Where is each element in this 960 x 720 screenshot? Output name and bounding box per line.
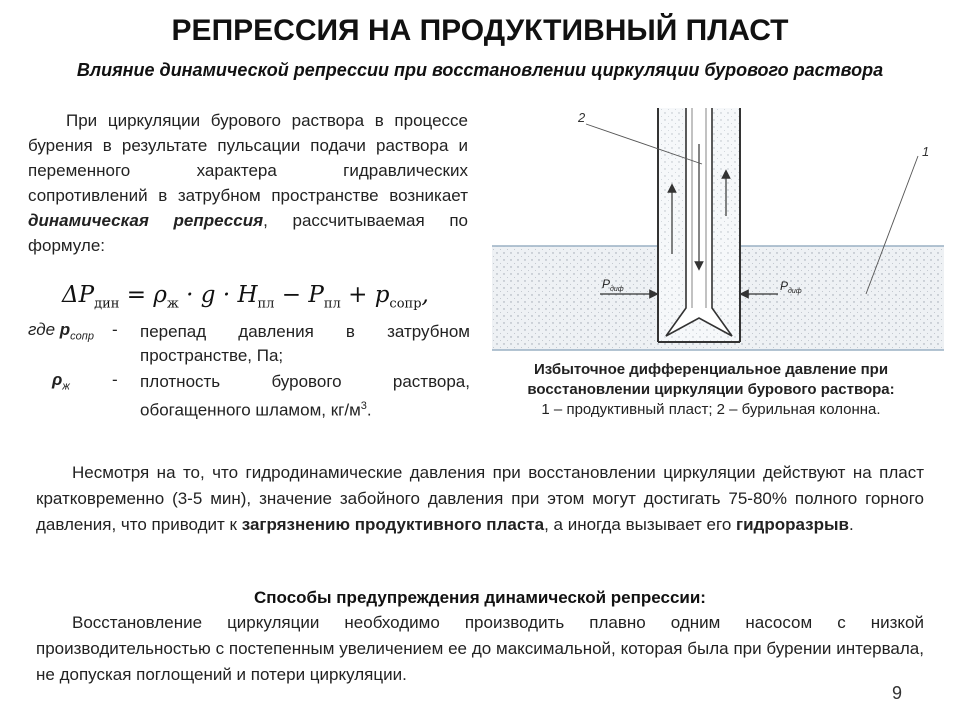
bold-term-contamination: загрязнению продуктивного пласта: [241, 515, 545, 534]
prevention-paragraph: Восстановление циркуляции необходимо производить плавно одним насосом с низкой производительностью с постепенным увеличением ее до максимальной, которая была при бурении интервала, не допуская поглощений и потери циркуляции.: [36, 613, 924, 684]
slide-subtitle: Влияние динамической репрессии при восстановлении циркуляции бурового раствора: [76, 60, 884, 80]
legend-definition: плотность бурового раствора, обогащенного шламом, $кг/м^3$.: [140, 372, 470, 420]
intro-bold-term: динамическая репрессия: [28, 211, 264, 230]
section-heading: Способы предупреждения динамической репрессии:: [254, 588, 706, 607]
intro-paragraph: [28, 108, 468, 258]
wellbore-svg: [488, 104, 948, 354]
slide-title: РЕПРЕССИЯ НА ПРОДУКТИВНЫЙ ПЛАСТ: [171, 14, 789, 47]
legend-row: где $p_{сопр}$ - перепад давления в затрубном пространстве, Па;: [28, 320, 468, 370]
bold-term-fracturing: гидроразрыв: [736, 515, 849, 534]
repression-formula: $\Delta P_{дин} = \rho_ж \cdot g \cdot H_{пл} - P_{пл} + p_{сопр}$,: [62, 282, 429, 312]
figure-caption: [496, 360, 926, 420]
intro-text-end: , рассчитываемая по формуле:: [28, 211, 468, 255]
pressure-label-right: $P_{диф}$: [780, 279, 802, 295]
caption-legend: 1 – продуктивный пласт; 2 – бурильная колонна.: [541, 401, 881, 418]
pressure-label-left: $P_{диф}$: [602, 277, 624, 293]
legend-row: $\rho_ж$ - плотность бурового раствора, обогащенного шламом, $кг/м^3$.: [28, 370, 468, 420]
legend-symbol: где $p_{сопр}$: [28, 320, 94, 343]
legend-symbol: $\rho_ж$: [52, 370, 70, 393]
wellbore-diagram: [488, 104, 948, 354]
formula-lhs: ΔP: [62, 282, 95, 308]
formula-legend: [28, 320, 468, 420]
legend-definition: перепад давления в затрубном пространстве, Па;: [140, 322, 470, 365]
caption-title: Избыточное дифференциальное давление при восстановлении циркуляции бурового раствора:: [527, 361, 895, 398]
body-paragraph: Несмотря на то, что гидродинамические давления при восстановлении циркуляции действуют на пласт кратковременно (3-5 мин), значение забойного давления при этом могут достигать 75-80% полного горного давления, что приводит к загрязнению продуктивного пласта, а иногда вызывает его гидроразрыв.: [36, 463, 924, 534]
page-number: 9: [891, 683, 902, 703]
label-2: 2: [578, 110, 586, 125]
intro-text-start: При циркуляции бурового раствора в процессе бурения в результате пульсации подачи раствора и переменного характера гидравлических сопротивлений в затрубном пространстве возникает: [28, 111, 468, 205]
label-1: 1: [922, 144, 930, 159]
